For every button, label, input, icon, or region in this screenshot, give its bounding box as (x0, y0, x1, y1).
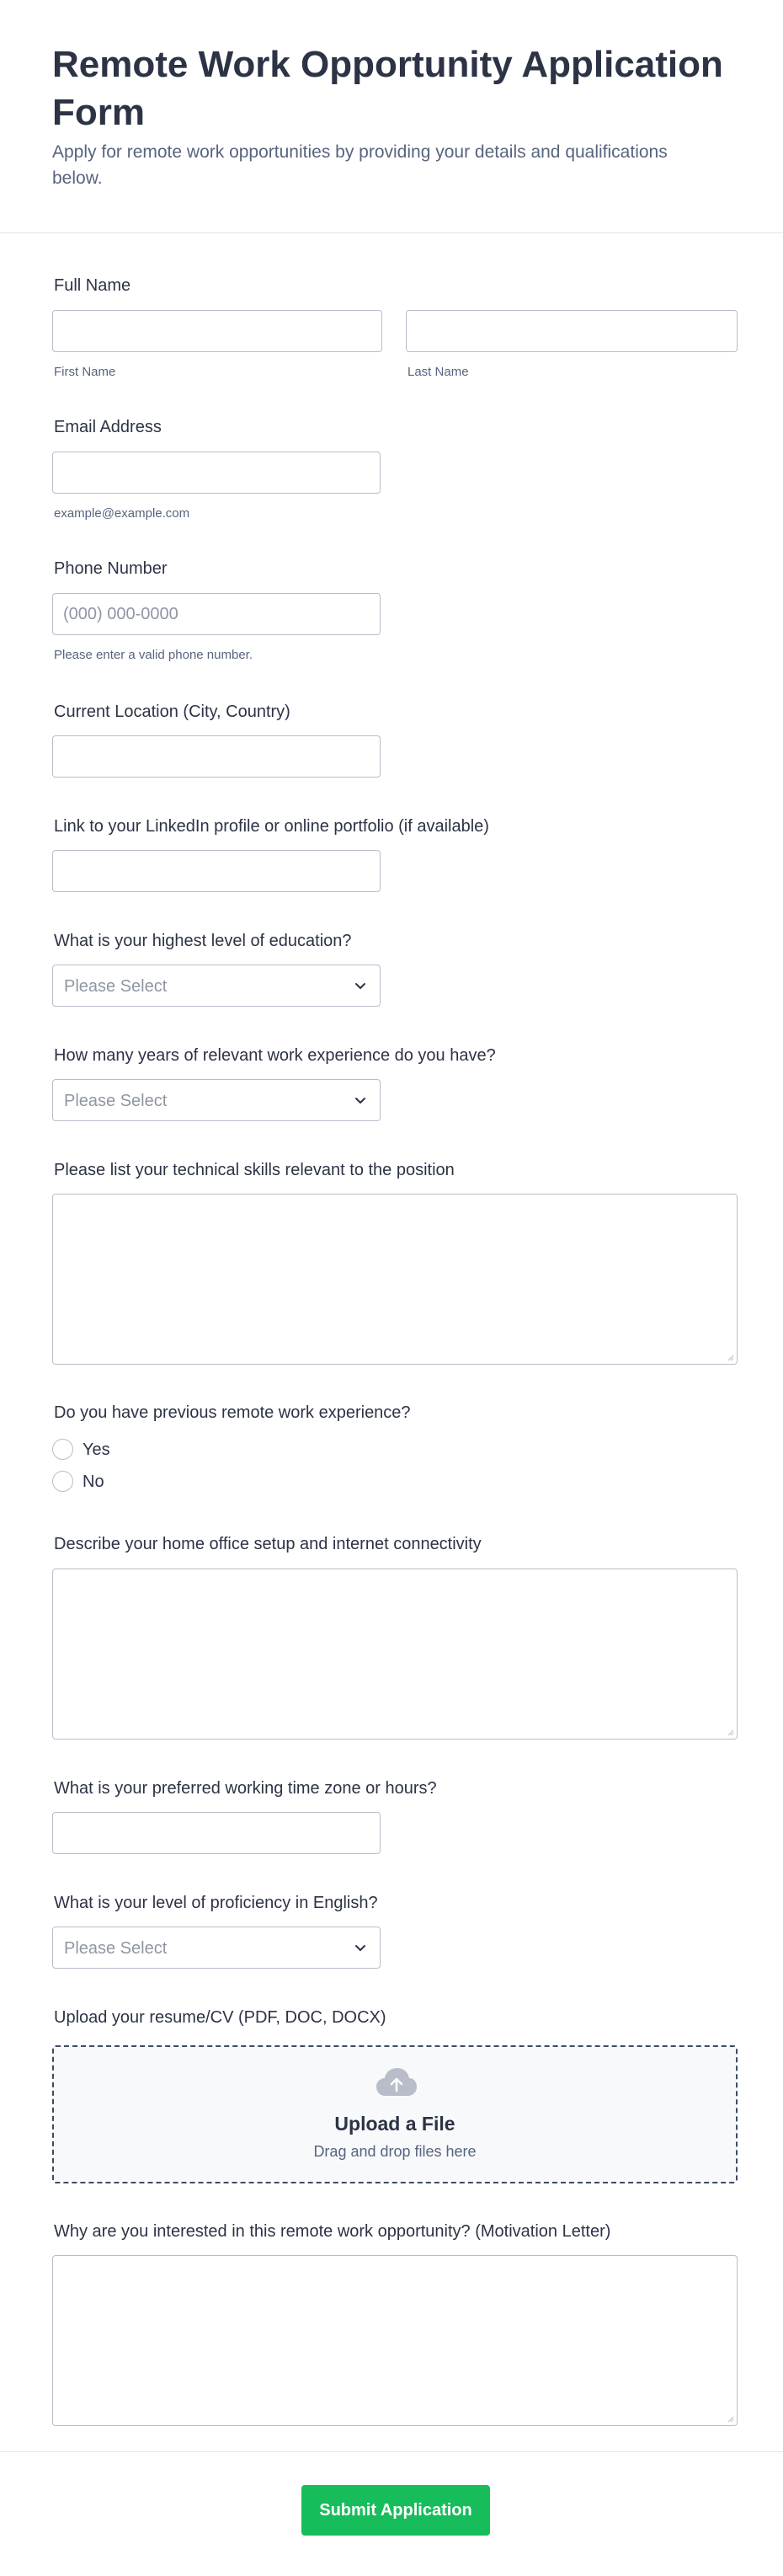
radio-button[interactable] (52, 1439, 73, 1460)
upload-title: Upload a File (334, 2113, 455, 2135)
timezone-input[interactable] (52, 1812, 381, 1854)
form-footer (0, 2451, 783, 2576)
linkedin-input[interactable] (52, 850, 381, 892)
radio-label-yes: Yes (83, 1440, 110, 1459)
english-label: What is your level of proficiency in English? (54, 1894, 378, 1912)
radio-option-no[interactable] (52, 1469, 221, 1494)
education-selected-value: Please Select (64, 977, 168, 996)
page-subtitle: Apply for remote work opportunities by providing your details and qualifications below. (52, 142, 668, 188)
skills-label: Please list your technical skills relevant to the position (54, 1161, 455, 1179)
resume-label: Upload your resume/CV (PDF, DOC, DOCX) (54, 2008, 386, 2027)
experience-selected-value: Please Select (64, 1092, 168, 1110)
home-office-label: Describe your home office setup and internet connectivity (54, 1535, 482, 1553)
page-title: Remote Work Opportunity Application Form (52, 44, 723, 133)
radio-button[interactable] (52, 1471, 73, 1492)
english-selected-value: Please Select (64, 1939, 168, 1958)
phone-input[interactable] (52, 593, 381, 635)
radio-label-no: No (83, 1472, 104, 1491)
linkedin-label: Link to your LinkedIn profile or online portfolio (if available) (54, 817, 489, 836)
education-label: What is your highest level of education? (54, 932, 352, 950)
home-office-textarea[interactable] (52, 1569, 738, 1740)
form-header (0, 0, 783, 233)
phone-sublabel: Please enter a valid phone number. (54, 648, 253, 662)
remote-experience-label: Do you have previous remote work experience? (54, 1403, 411, 1422)
full-name-label: Full Name (54, 276, 131, 295)
skills-textarea[interactable] (52, 1194, 738, 1365)
email-field[interactable] (52, 452, 381, 494)
first-name-input[interactable] (52, 310, 382, 352)
chevron-down-icon (353, 1093, 368, 1108)
submit-button[interactable]: Submit Application (301, 2485, 490, 2536)
email-label: Email Address (54, 418, 162, 436)
education-select[interactable] (52, 965, 381, 1007)
experience-label: How many years of relevant work experience do you have? (54, 1046, 496, 1065)
email-sublabel: example@example.com (54, 506, 190, 521)
location-input[interactable] (52, 735, 381, 778)
resize-grip-icon[interactable] (726, 2414, 734, 2423)
radio-option-yes[interactable] (52, 1437, 221, 1462)
first-name-sublabel: First Name (54, 365, 116, 379)
timezone-label: What is your preferred working time zone or hours? (54, 1779, 437, 1798)
english-select[interactable] (52, 1927, 381, 1969)
file-upload-dropzone[interactable] (52, 2045, 738, 2183)
location-label: Current Location (City, Country) (54, 703, 290, 721)
upload-hint: Drag and drop files here (313, 2143, 477, 2160)
chevron-down-icon (353, 978, 368, 993)
phone-label: Phone Number (54, 559, 168, 578)
chevron-down-icon (353, 1940, 368, 1955)
resize-grip-icon[interactable] (726, 1353, 734, 1361)
resize-grip-icon[interactable] (726, 1728, 734, 1736)
last-name-sublabel: Last Name (407, 365, 469, 379)
last-name-input[interactable] (406, 310, 738, 352)
motivation-textarea[interactable] (52, 2255, 738, 2426)
cloud-upload-icon (375, 2066, 418, 2099)
motivation-label: Why are you interested in this remote work opportunity? (Motivation Letter) (54, 2222, 611, 2241)
experience-select[interactable] (52, 1079, 381, 1121)
